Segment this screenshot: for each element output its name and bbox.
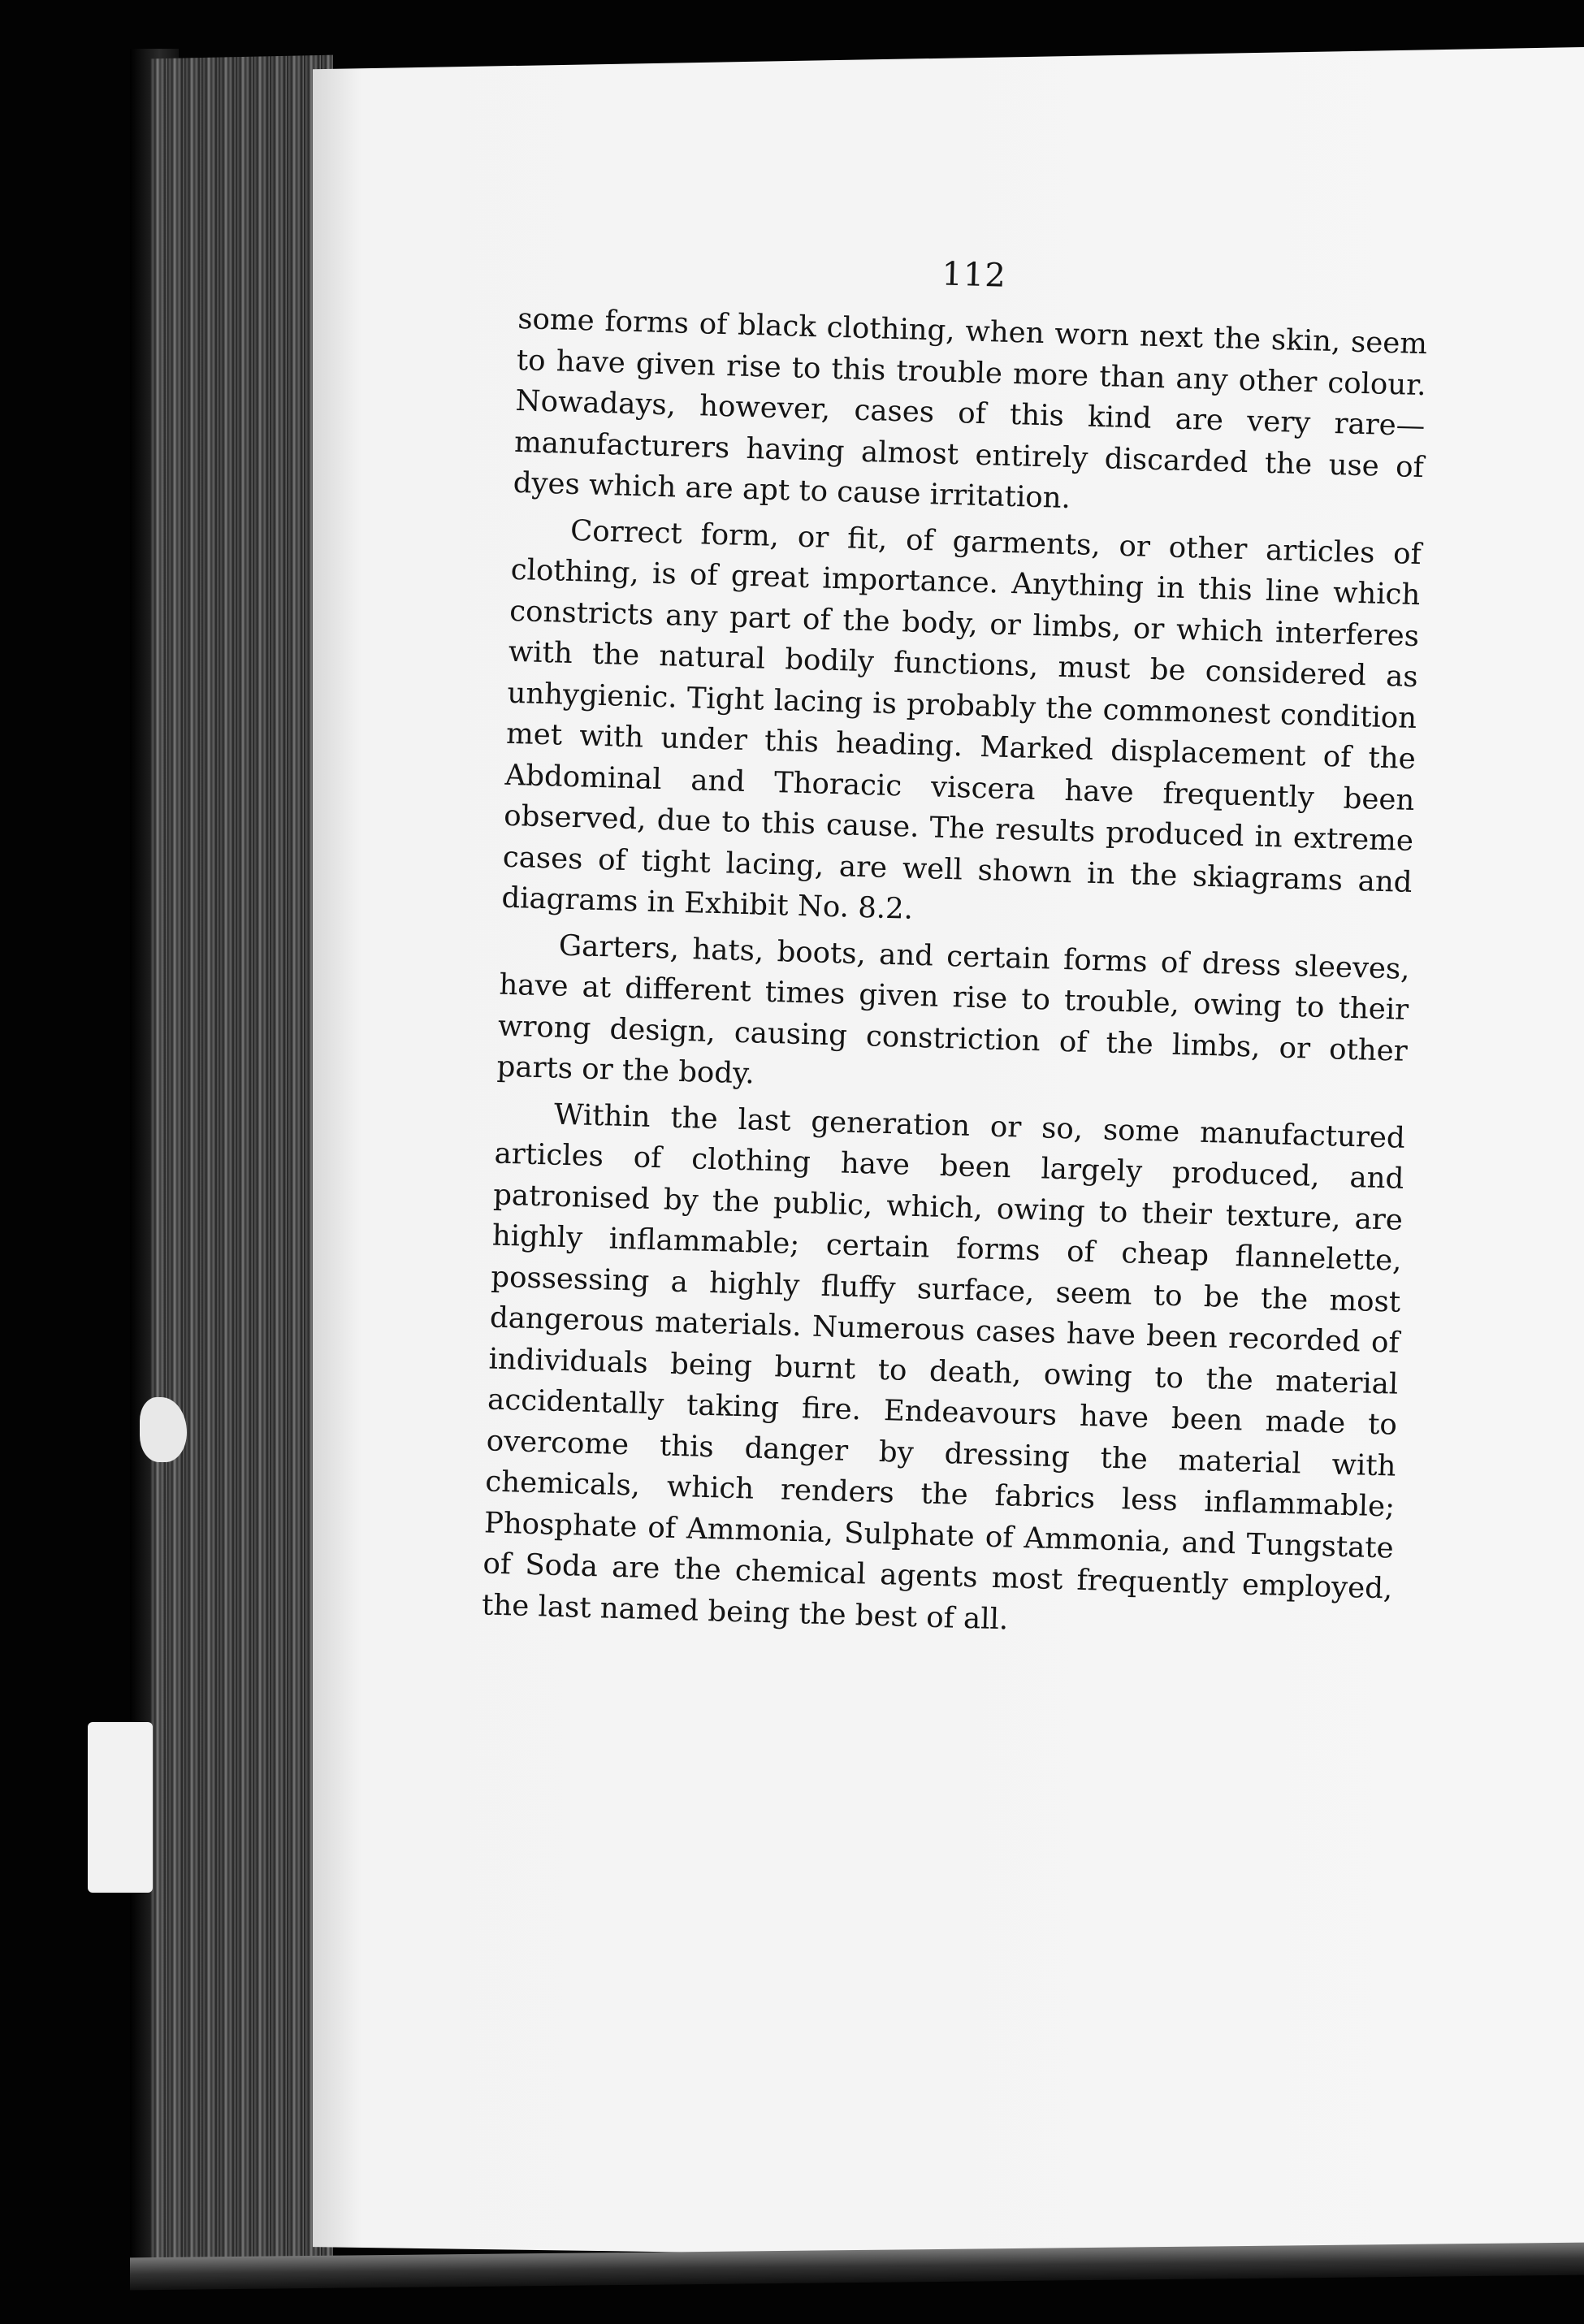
scan-artifact xyxy=(88,1722,153,1893)
paragraph-4: Within the last generation or so, some manufactured articles of clothing have been largely produced, and patronised by the public, which, owing to their texture, are highly inflammable; certain forms of cheap flannelette, possessing a highly fluffy surface, seem to be the most dangerous materials. Numerous cases have been recorded of individuals being burnt to death, owing to the material accidentally taking fire. Endeavours have been made to overcome this danger by dressing the material with chemicals, which renders the fabrics less inflammable; Phosphate of Ammonia, Sulphate of Ammonia, and Tungstate of Soda are the chemical agents most frequently employed, the last named being the best of all. xyxy=(481,1097,1406,1636)
paragraph-3: Garters, hats, boots, and certain forms of dress sleeves, have at different times given rise to trouble, owing to their wrong design, causing constriction of the limbs, or other parts or the body. xyxy=(496,928,1411,1091)
paragraph-1: some forms of black clothing, when worn next the skin, seem to have given rise to this trouble more than any other colour. Nowadays, however, cases of this kind are very rare—manufacturers having almost entirely discarded the use of dyes which are apt to cause irritation. xyxy=(513,301,1428,516)
page-bottom-edge xyxy=(130,2243,1584,2291)
page-edges xyxy=(150,55,333,2269)
page-number: 112 xyxy=(941,255,1007,295)
paragraph-2: Correct form, or fit, of garments, or other articles of clothing, is of great importance. Anything in this line which constricts any part of the body, or limbs, or which interferes with the natural bodily functions, must be considered as unhygienic. Tight lacing is probably the commonest condition met with under this heading. Marked displacement of the Abdominal and Thoracic viscera have frequently been observed, due to this cause. The results produced in extreme cases of tight lacing, are well shown in the skiagrams and diagrams in Exhibit No. 8.2. xyxy=(500,513,1422,926)
body-text xyxy=(481,244,1429,1651)
